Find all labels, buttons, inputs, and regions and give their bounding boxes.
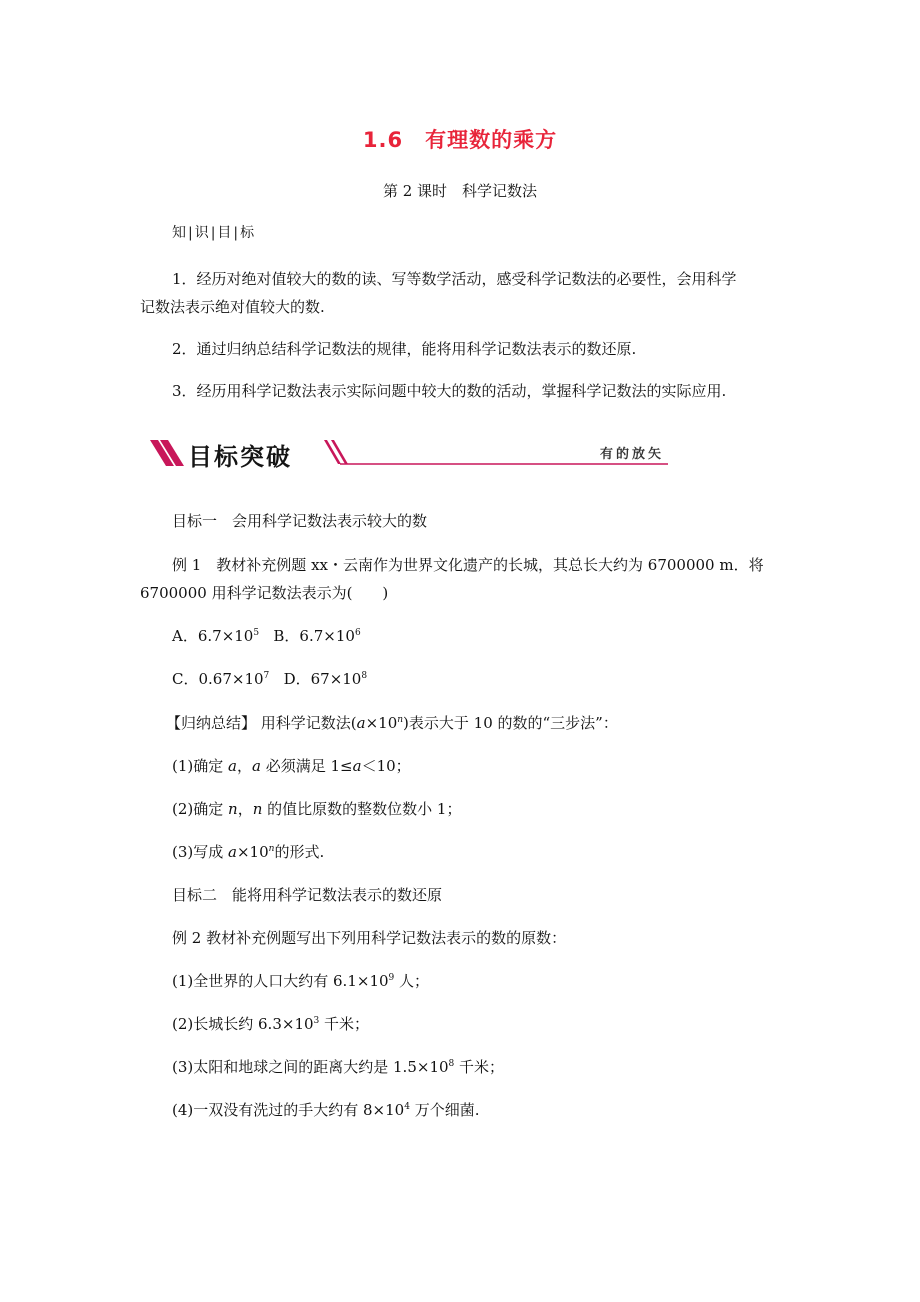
question-3: (3)太阳和地球之间的距离大约是 $1.5\times 10^8$ 千米；: [172, 1058, 505, 1076]
banner-title: 目标突破: [188, 443, 292, 471]
question-1: (1)全世界的人口大约有 $6.1\times 10^9$ 人；: [172, 972, 430, 990]
step-3: (3)写成 $a\times 10^n$的形式.: [172, 843, 325, 861]
example-2: 例 2 教材补充例题写出下列用科学记数法表示的数的原数：: [172, 929, 567, 947]
objectives-label: 知|识|目|标: [172, 225, 257, 241]
option-b: B．$6.7\times 10^6$: [273, 627, 361, 645]
objective-1-line2: 记数法表示绝对值较大的数.: [140, 298, 325, 316]
step-1: (1)确定 a，a 必须满足 1≤a＜10；: [172, 757, 411, 775]
objective-1-line1: 1．经历对绝对值较大的数的读、写等数学活动，感受科学记数法的必要性，会用科学: [172, 270, 737, 288]
step-2: (2)确定 n，n 的值比原数的整数位数小 1；: [172, 800, 462, 818]
example-1-line2: 6700000 用科学记数法表示为( ): [140, 584, 389, 602]
section-banner: [148, 434, 670, 472]
option-a: A．$6.7\times 10^5$: [172, 627, 260, 645]
summary-line: 【归纳总结】 用科学记数法$(a\times 10^n)$表示大于 10 的数的“三步法”：: [166, 714, 618, 732]
target-2-heading: 目标二 能将用科学记数法表示的数还原: [172, 886, 443, 904]
options-row-cd: [172, 668, 367, 690]
option-d: D．$67\times 10^8$: [283, 670, 368, 688]
options-row-ab: [172, 625, 361, 647]
banner-tagline: 有的放矢: [599, 447, 664, 462]
lesson-subtitle: 第 2 课时 科学记数法: [382, 182, 538, 200]
option-c: C．$0.67\times 10^7$: [172, 670, 270, 688]
question-4: (4)一双没有洗过的手大约有 $8\times 10^4$ 万个细菌.: [172, 1101, 480, 1119]
question-2: (2)长城长约 $6.3\times 10^3$ 千米；: [172, 1015, 370, 1033]
objective-2: 2．通过归纳总结科学记数法的规律，能将用科学记数法表示的数还原.: [172, 340, 637, 358]
objective-3: 3．经历用科学记数法表示实际问题中较大的数的活动，掌握科学记数法的实际应用.: [172, 382, 727, 400]
target-1-heading: 目标一 会用科学记数法表示较大的数: [172, 512, 428, 530]
example-1-line1: 例 1 教材补充例题 xx・云南作为世界文化遗产的长城，其总长大约为 6700000 m．将: [172, 556, 764, 574]
page-title: 1.6 有理数的乘方: [362, 128, 558, 152]
